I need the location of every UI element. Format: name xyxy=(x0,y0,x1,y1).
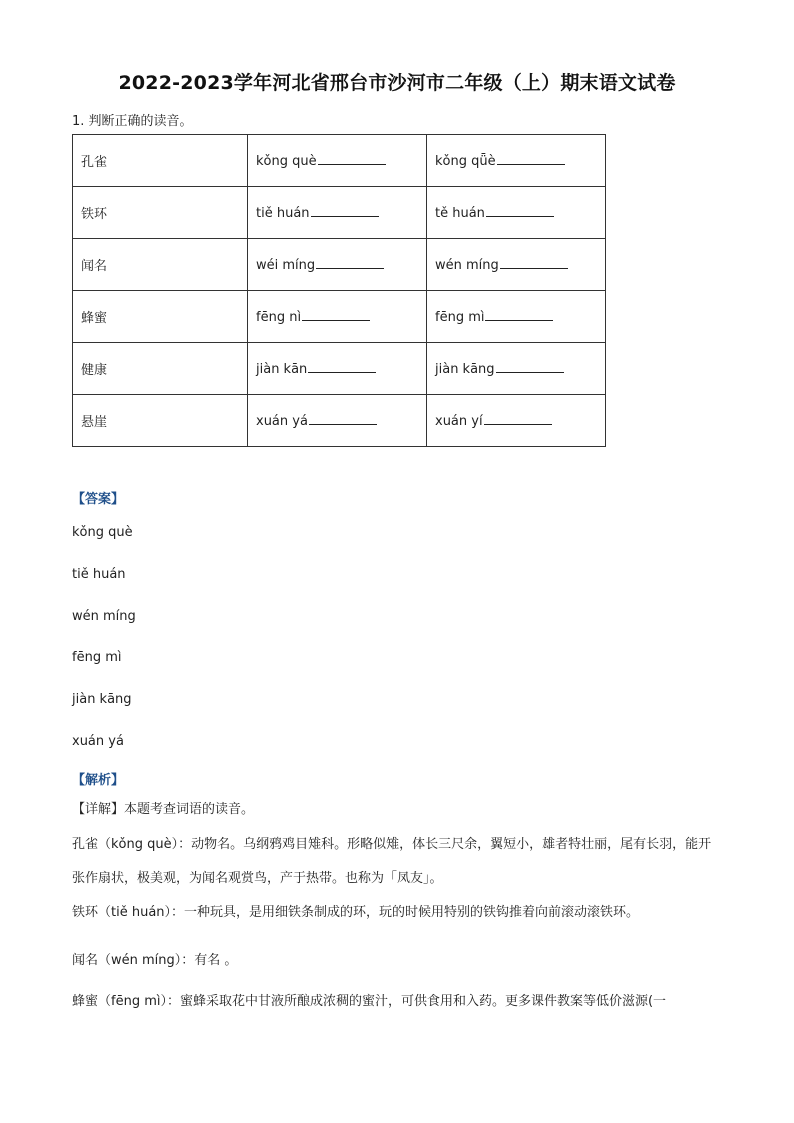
option-cell xyxy=(248,135,427,187)
option-cell xyxy=(427,135,606,187)
answer-blank[interactable] xyxy=(496,360,564,373)
answer-item: wén míng xyxy=(72,609,136,624)
word-text: 蜂蜜 xyxy=(81,311,108,326)
word-text: 闻名 xyxy=(81,259,108,274)
answer-item: jiàn kāng xyxy=(72,692,132,707)
word-cell xyxy=(73,187,248,239)
answer-blank[interactable] xyxy=(318,152,386,165)
option-pinyin: fēng nì xyxy=(256,310,302,325)
option-pinyin: tě huán xyxy=(435,206,485,221)
table-row xyxy=(73,395,606,447)
option-pinyin: xuán yá xyxy=(256,414,308,429)
option-pinyin: xuán yí xyxy=(435,414,483,429)
option-pinyin: wéi míng xyxy=(256,258,316,273)
option-cell xyxy=(427,395,606,447)
word-cell xyxy=(73,239,248,291)
analysis-honey: 蜂蜜（fēng mì）：蜜蜂采取花中甘液所酿成浓稠的蜜汁，可供食用和入药。更多课件教案等低价滋源(一 xyxy=(72,994,667,1009)
word-text: 健康 xyxy=(81,363,108,378)
answer-item: kǒng què xyxy=(72,525,133,540)
answer-blank[interactable] xyxy=(485,308,553,321)
answer-blank[interactable] xyxy=(308,360,376,373)
option-cell xyxy=(427,187,606,239)
analysis-intro: 【详解】本题考查词语的读音。 xyxy=(72,802,255,817)
table-row xyxy=(73,135,606,187)
option-cell xyxy=(248,395,427,447)
option-cell xyxy=(427,291,606,343)
option-pinyin: fēng mì xyxy=(435,310,485,325)
word-text: 铁环 xyxy=(81,207,108,222)
option-pinyin: jiàn kān xyxy=(256,362,308,377)
word-text: 悬崖 xyxy=(81,415,108,430)
option-pinyin: kǒng què xyxy=(256,154,317,169)
answer-item: tiě huán xyxy=(72,567,126,582)
word-cell xyxy=(73,135,248,187)
option-cell xyxy=(248,291,427,343)
pinyin-table xyxy=(72,134,606,447)
option-pinyin: jiàn kāng xyxy=(435,362,495,377)
answer-blank[interactable] xyxy=(302,308,370,321)
question-stem: 1. 判断正确的读音。 xyxy=(72,114,193,129)
answer-blank[interactable] xyxy=(484,412,552,425)
option-pinyin: tiě huán xyxy=(256,206,310,221)
answer-heading: 【答案】 xyxy=(72,492,125,507)
answer-blank[interactable] xyxy=(500,256,568,269)
table-row xyxy=(73,291,606,343)
table-row xyxy=(73,343,606,395)
analysis-heading: 【解析】 xyxy=(72,773,125,788)
word-cell xyxy=(73,291,248,343)
word-cell xyxy=(73,395,248,447)
option-cell xyxy=(427,239,606,291)
answer-blank[interactable] xyxy=(316,256,384,269)
option-cell xyxy=(248,343,427,395)
analysis-peacock: 孔雀（kǒng què）：动物名。乌纲鸦鸡目雉科。形略似雉，体长三尺余，翼短小，雄者特壮丽，尾有长羽，能开张作扇状，极美观，为闻名观赏鸟，产于热带。也称为「凤友」。 xyxy=(72,837,712,886)
word-text: 孔雀 xyxy=(81,155,108,170)
answer-blank[interactable] xyxy=(309,412,377,425)
option-cell xyxy=(248,187,427,239)
analysis-iron-hoop: 铁环（tiě huán）：一种玩具，是用细铁条制成的环，玩的时候用特别的铁钩推着向前滚动滚铁环。 xyxy=(72,905,640,920)
option-cell xyxy=(248,239,427,291)
analysis-famous: 闻名（wén míng）：有名 。 xyxy=(72,953,238,968)
word-cell xyxy=(73,343,248,395)
answer-blank[interactable] xyxy=(311,204,379,217)
option-pinyin: wén míng xyxy=(435,258,499,273)
option-cell xyxy=(427,343,606,395)
answer-item: xuán yá xyxy=(72,734,124,749)
table-row xyxy=(73,239,606,291)
option-pinyin: kǒng qǖè xyxy=(435,154,496,169)
answer-item: fēng mì xyxy=(72,650,122,665)
answer-blank[interactable] xyxy=(486,204,554,217)
answer-blank[interactable] xyxy=(497,152,565,165)
table-row xyxy=(73,187,606,239)
page-title: 2022-2023学年河北省邢台市沙河市二年级（上）期末语文试卷 xyxy=(118,72,676,94)
